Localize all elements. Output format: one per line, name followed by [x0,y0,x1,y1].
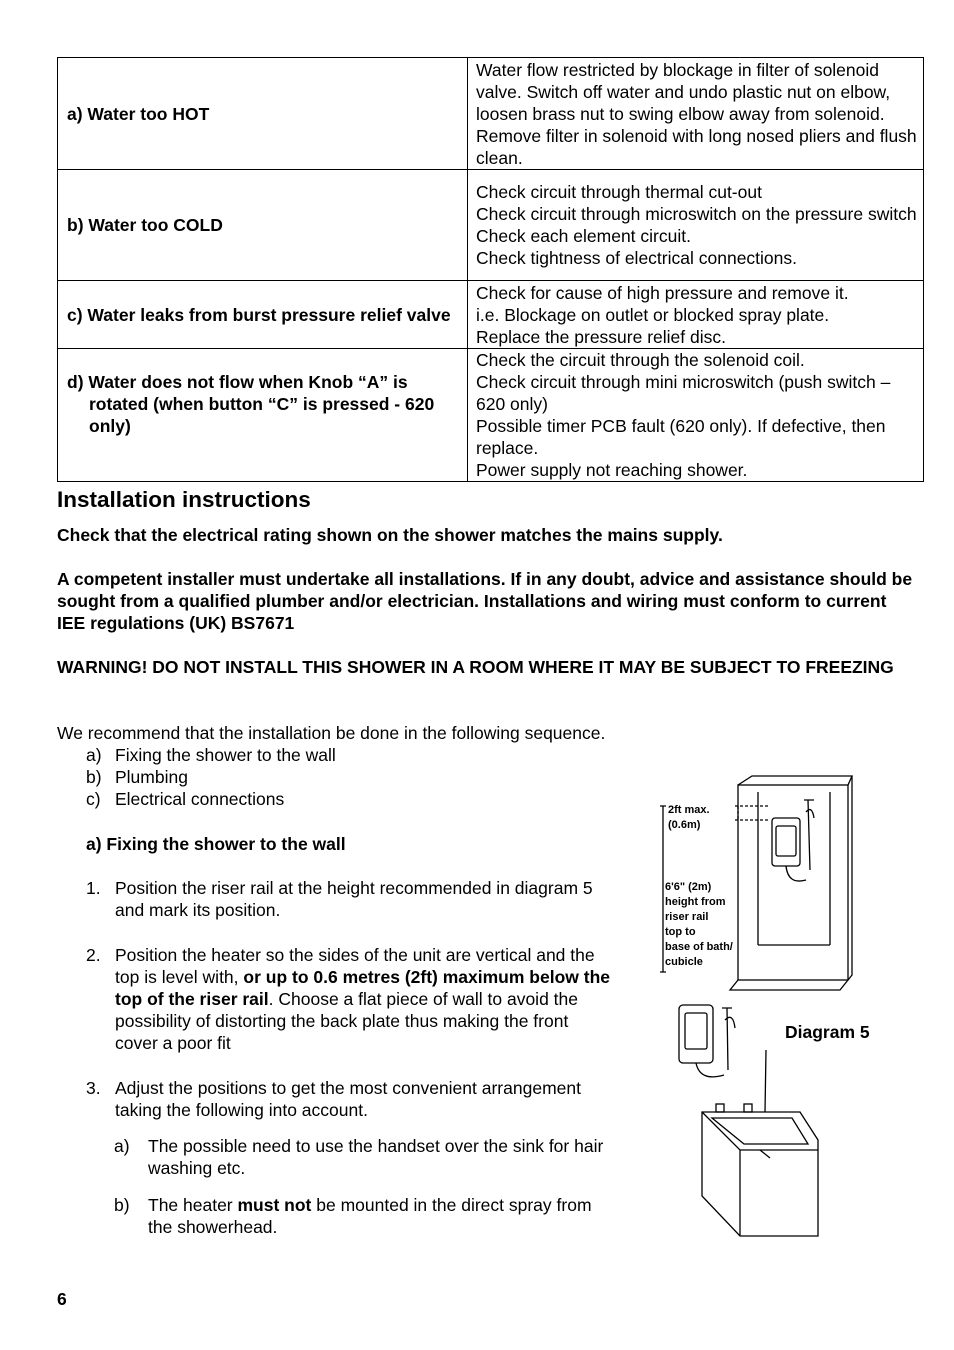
height-label: 6'6" (2m) [665,881,712,893]
remedy-line: Check circuit through mini microswitch (push switch – 620 only) [476,372,891,414]
troubleshooting-table [57,57,924,482]
installer-notice: A competent installer must undertake all installations. If in any doubt, advice and assistance should be sought from a qualified plumber and/or electrician. Installations and wiring must conform to current IEE regulations (UK) BS7671 [57,569,913,633]
step-number: 3. [86,1078,101,1098]
list-text: Electrical connections [115,789,285,809]
list-marker: a) [86,745,102,765]
table-row [58,281,924,349]
remedy-line: Replace the pressure relief disc. [476,326,726,347]
table-row [58,170,924,281]
height-label: height from [665,896,726,908]
remedy-line: i.e. Blockage on outlet or blocked spray plate. [476,304,830,325]
installation-diagram [620,770,920,1240]
step-3 [86,1077,611,1121]
list-text: Plumbing [115,767,188,787]
dimension-label: (0.6m) [668,819,701,831]
fault-cell [58,281,468,349]
height-label: riser rail [665,911,709,923]
freezing-warning: WARNING! DO NOT INSTALL THIS SHOWER IN A ROOM WHERE IT MAY BE SUBJECT TO FREEZING [57,657,894,677]
dimension-label: 2ft max. [668,804,710,816]
fault-cell: a) Water too HOT [58,58,468,170]
sub-marker: b) [114,1195,130,1215]
remedy-line: Check the circuit through the solenoid coil. [476,350,805,370]
step-number: 1. [86,878,101,898]
list-marker: b) [86,767,102,787]
page-number: 6 [57,1289,67,1309]
height-label: base of bath/ [665,941,733,953]
step-text: Position the heater so the sides of the unit are vertical and the top is level with, or up to 0.6 metres (2ft) maximum below the top of the riser rail. Choose a flat piece of wall to avoid the possibility of distorting the back plate thus making the front cover a poor fit [115,945,610,1053]
section-heading: Installation instructions [57,487,311,512]
remedy-line: Water flow restricted by blockage in filter of solenoid valve. Switch off water and undo plastic nut on elbow, loosen brass nut to swing elbow away from solenoid. Remove filter in solenoid with long nosed pliers and flush clean. [476,59,917,168]
sub-marker: a) [114,1136,130,1156]
remedy-line: Possible timer PCB fault (620 only). If defective, then replace. [476,416,886,458]
fault-cell: b) Water too COLD [58,170,468,281]
remedy-line: Check for cause of high pressure and remove it. [476,282,849,303]
height-label: cubicle [665,956,703,968]
diagram-caption: Diagram 5 [785,1022,870,1042]
list-item [86,744,336,766]
remedy-cell [468,281,924,349]
fault-text: d) Water does not flow when Knob “A” is rotated (when button “C” is pressed - 620 only) [67,372,435,436]
remedy-line: Check circuit through thermal cut-out [476,182,762,202]
step-1 [86,877,611,921]
sub-text: The possible need to use the handset over the sink for hair washing etc. [148,1136,604,1178]
step-2 [86,944,611,1054]
fault-cell [58,349,468,482]
remedy-line: Check tightness of electrical connections. [476,248,797,268]
sequence-list [86,744,336,810]
sub-text: The heater must not be mounted in the direct spray from the showerhead. [148,1195,592,1237]
table-row [58,58,924,170]
table-row [58,349,924,482]
remedy-line: Check circuit through microswitch on the pressure switch [476,204,917,224]
bath-icon [702,1112,818,1236]
rating-notice: Check that the electrical rating shown on the shower matches the mains supply. [57,525,723,545]
remedy-line: Power supply not reaching shower. [476,460,748,480]
step-text: Adjust the positions to get the most convenient arrangement taking the following into account. [115,1078,581,1120]
sequence-intro: We recommend that the installation be done in the following sequence. [57,723,606,743]
consideration-a [114,1135,614,1179]
remedy-line: Check each element circuit. [476,226,691,246]
consideration-b [114,1194,614,1238]
remedy-cell [468,58,924,170]
remedy-cell [468,349,924,482]
fault-text: c) Water leaks from burst pressure relief valve [67,304,451,325]
cubicle-frame [738,785,848,980]
subsection-heading: a) Fixing the shower to the wall [86,834,346,854]
list-item [86,766,336,788]
step-text: Position the riser rail at the height recommended in diagram 5 and mark its position. [115,878,593,920]
step-number: 2. [86,945,101,965]
height-label: top to [665,926,696,938]
shower-unit-icon [679,1005,713,1063]
remedy-cell [468,170,924,281]
list-text: Fixing the shower to the wall [115,745,336,765]
list-marker: c) [86,789,101,809]
list-item [86,788,336,810]
